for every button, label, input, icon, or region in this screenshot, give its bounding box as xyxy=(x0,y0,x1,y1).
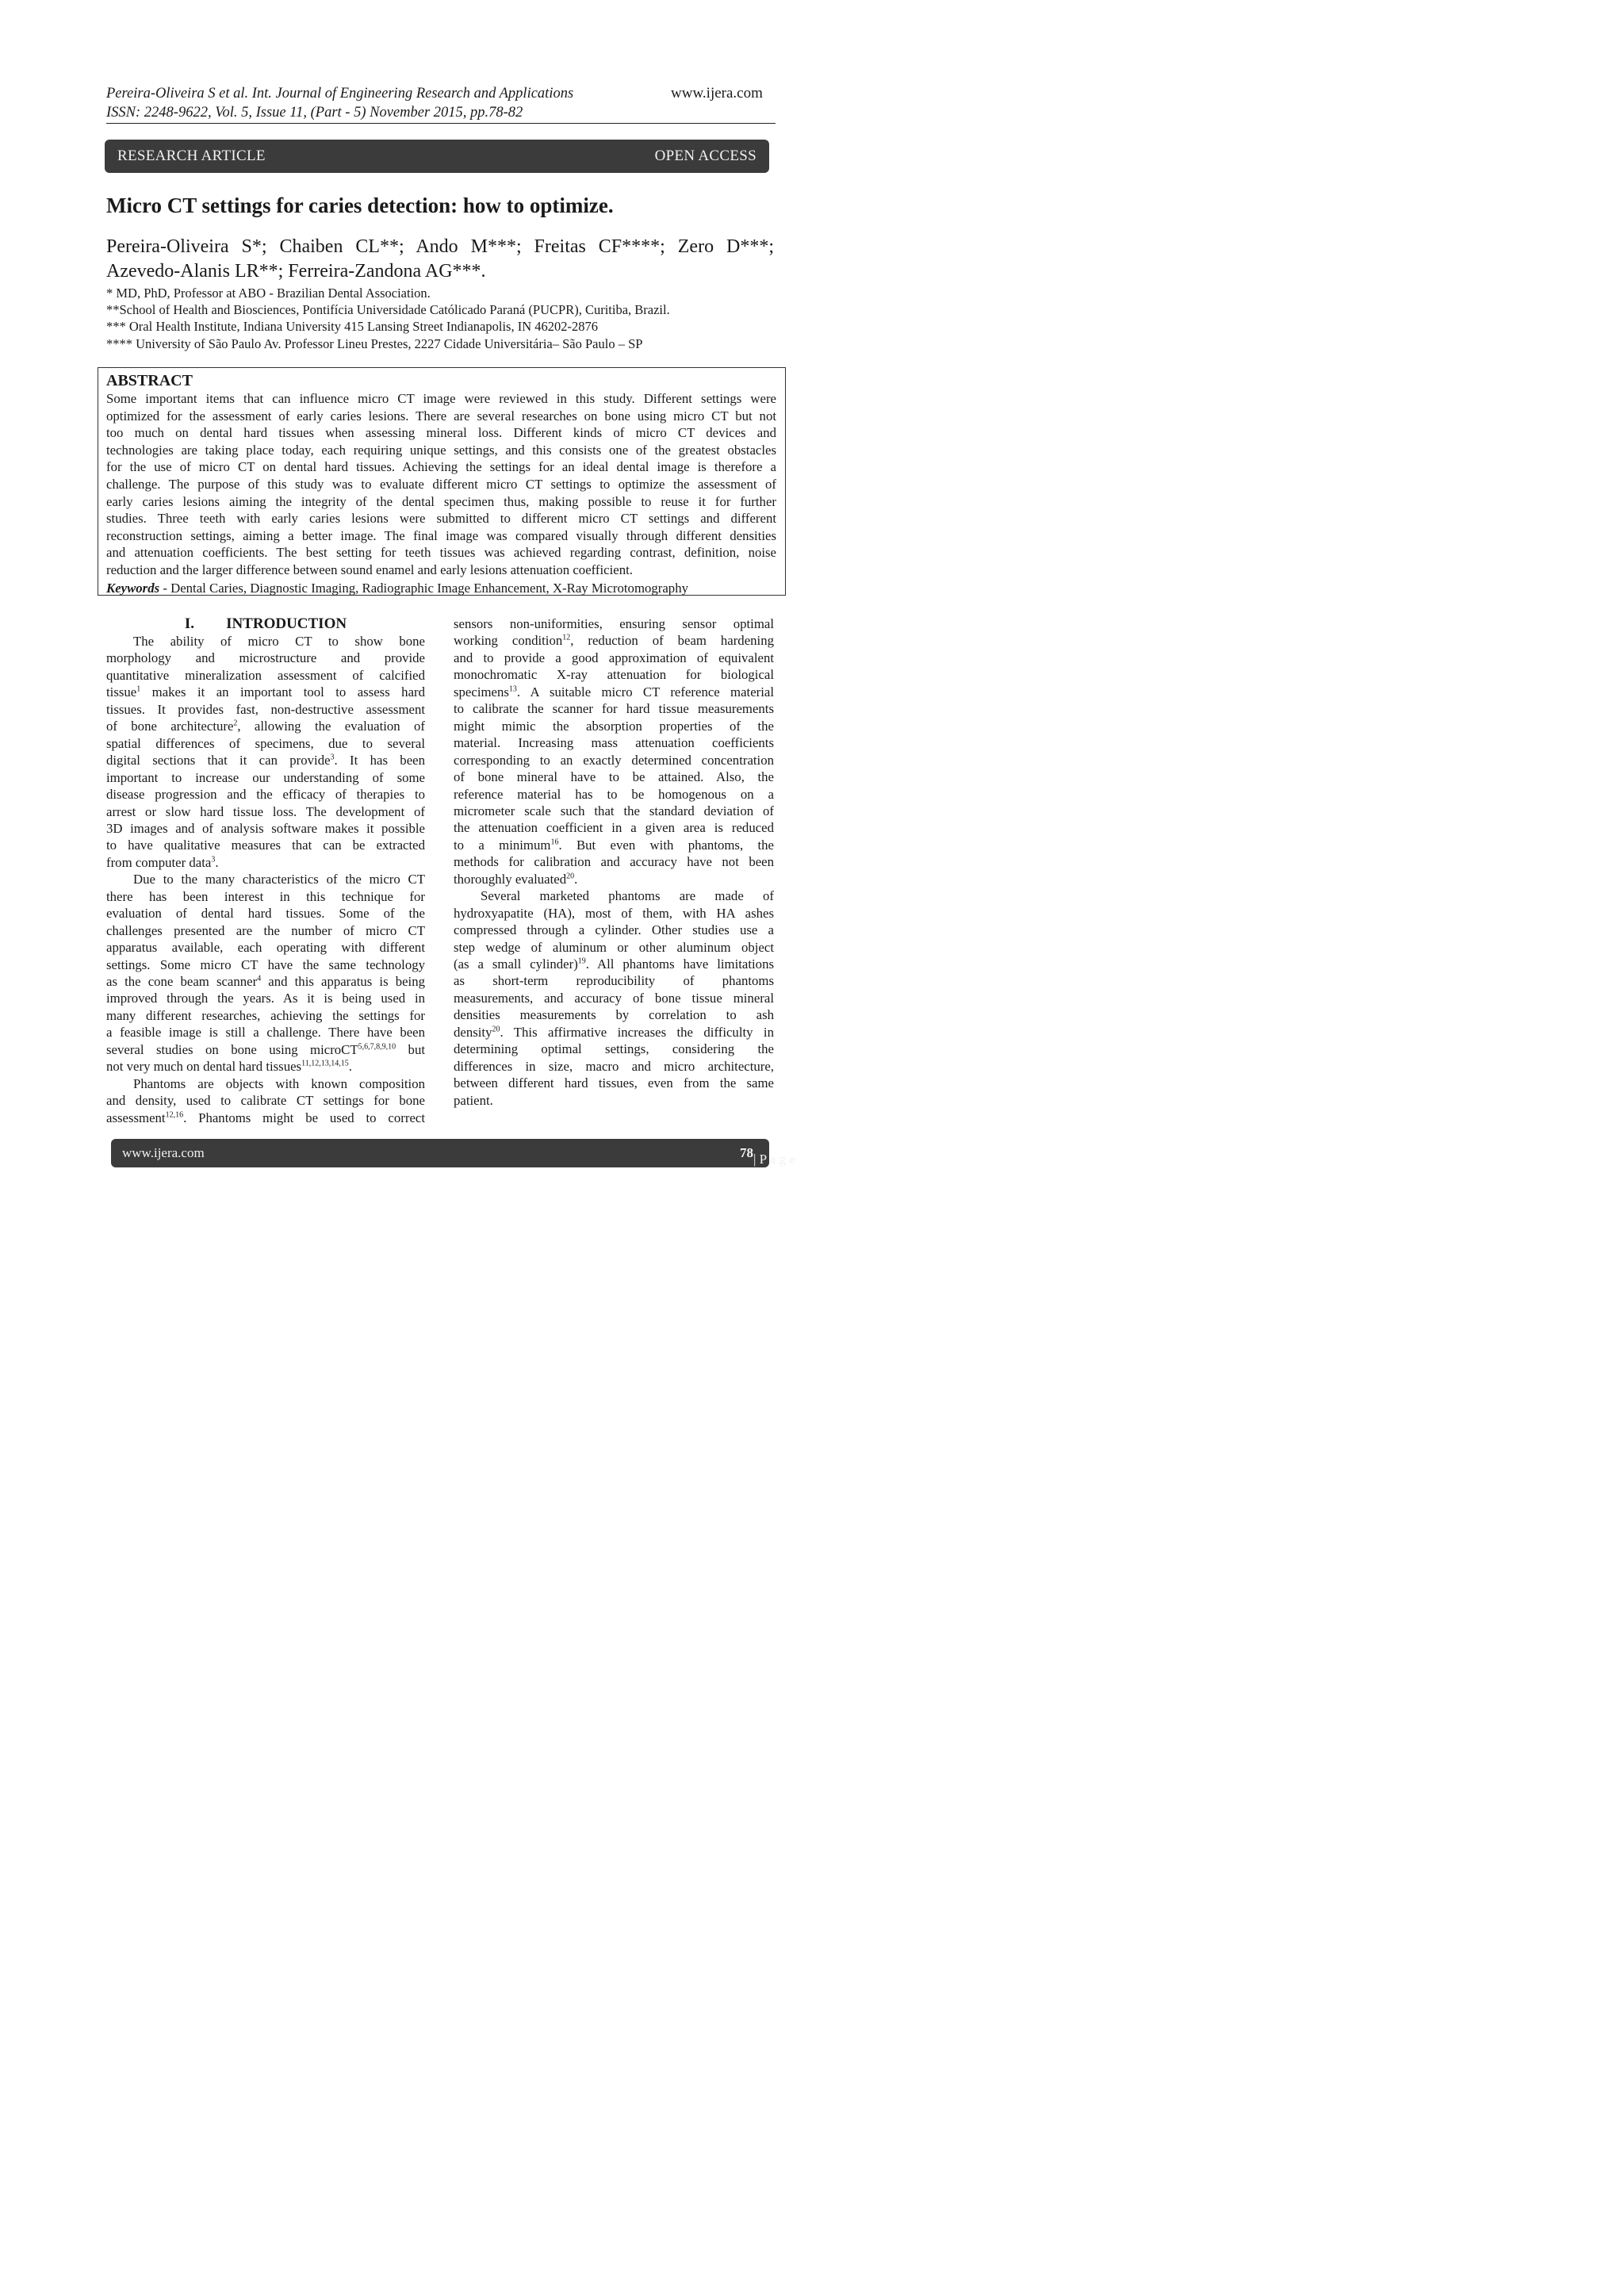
citation-superscript: 20 xyxy=(492,1025,500,1034)
page-number-label xyxy=(740,1145,795,1167)
line-text: of bone architecture xyxy=(106,719,234,734)
research-article-label: RESEARCH ARTICLE xyxy=(117,148,266,164)
line-text: , reduction of beam hardening xyxy=(570,633,774,649)
line-text: density xyxy=(454,1024,492,1040)
line-text: there has been interest in this technique for xyxy=(106,888,425,904)
line-text: . A suitable micro CT reference material xyxy=(516,684,774,700)
citation-superscript: 12,16 xyxy=(165,1110,184,1119)
line-text: a feasible image is still a challenge. There have been xyxy=(106,1025,425,1041)
line-text: the attenuation coefficient in a given area is reduced xyxy=(454,820,774,836)
citation-superscript: 1 xyxy=(136,684,141,694)
line-text: . It has been xyxy=(334,753,425,769)
line-text: Due to the many characteristics of the micro CT xyxy=(133,872,425,887)
abstract-line: and attenuation coefficients. The best setting for teeth tissues was achieved regarding contrast, definition, noise xyxy=(106,545,776,561)
line-text: and this apparatus is being xyxy=(261,974,425,989)
line-text: important to increase our understanding of some xyxy=(106,769,425,785)
citation-superscript: 12 xyxy=(562,633,571,642)
page-label: | P a g e xyxy=(753,1152,795,1167)
line-text: morphology and microstructure and provide xyxy=(106,650,425,666)
line-text: improved through the years. As it is being used in xyxy=(106,991,425,1006)
journal-citation-line1: Pereira-Oliveira S et al. Int. Journal of Engineering Research and Applications xyxy=(106,86,574,102)
page-footer xyxy=(111,1139,795,1167)
affiliation-3: *** Oral Health Institute, Indiana University 415 Lansing Street Indianapolis, IN 46202-2876 xyxy=(106,319,598,334)
line-text: material. Increasing mass attenuation coefficients xyxy=(454,735,774,751)
line-text: . xyxy=(348,1059,352,1075)
article-type-banner xyxy=(105,140,769,173)
line-text: and to provide a good approximation of equivalent xyxy=(454,650,774,665)
line-text: to a minimum xyxy=(454,837,551,853)
line-text: The ability of micro CT to show bone xyxy=(133,634,425,649)
line-text: assessment xyxy=(106,1110,166,1125)
line-text: not very much on dental hard tissues xyxy=(106,1059,302,1075)
section-number: I. xyxy=(184,615,195,632)
keywords-line xyxy=(106,580,688,596)
line-text: , allowing the evaluation of xyxy=(237,719,425,734)
line-text: micrometer scale such that the standard deviation of xyxy=(454,803,774,818)
line-text: challenges presented are the number of micro CT xyxy=(106,922,425,938)
abstract-heading: ABSTRACT xyxy=(106,372,193,389)
keywords-text: - Dental Caries, Diagnostic Imaging, Radiographic Image Enhancement, X-Ray Microtomography xyxy=(159,581,688,596)
line-text: thoroughly evaluated xyxy=(454,871,567,887)
citation-superscript: 13 xyxy=(508,684,517,694)
line-text: specimens xyxy=(454,684,509,700)
line-text: densities measurements by correlation to ash xyxy=(454,1007,774,1023)
line-text: of bone mineral have to be attained. Also, the xyxy=(454,769,774,785)
line-text: digital sections that it can provide xyxy=(106,753,331,769)
line-text: makes it an important tool to assess hard xyxy=(140,684,425,700)
open-access-label: OPEN ACCESS xyxy=(654,148,756,164)
line-text: compressed through a cylinder. Other studies use a xyxy=(454,922,774,938)
line-text: many different researches, achieving the settings for xyxy=(106,1007,425,1023)
header-rule xyxy=(106,123,776,124)
line-text: as the cone beam scanner xyxy=(106,974,258,989)
page-number: 78 xyxy=(740,1145,753,1160)
line-text: several studies on bone using microCT xyxy=(106,1041,358,1057)
line-text: corresponding to an exactly determined concentration xyxy=(454,752,774,768)
line-text: quantitative mineralization assessment of calcified xyxy=(106,667,425,683)
keywords-label: Keywords xyxy=(106,581,160,596)
line-text: tissues. It provides fast, non-destructive assessment xyxy=(106,701,425,717)
footer-website[interactable]: www.ijera.com xyxy=(122,1145,205,1160)
line-text: but xyxy=(396,1041,425,1057)
citation-superscript: 5,6,7,8,9,10 xyxy=(358,1042,396,1052)
body-text-line xyxy=(106,854,425,872)
line-text: and density, used to calibrate CT settings for bone xyxy=(106,1093,425,1109)
body-text-line xyxy=(106,1058,425,1075)
affiliation-1: * MD, PhD, Professor at ABO - Brazilian Dental Association. xyxy=(106,286,431,301)
line-text: Phantoms are objects with known composition xyxy=(133,1075,425,1091)
line-text: . This affirmative increases the difficulty in xyxy=(500,1024,774,1040)
affiliation-4: **** University of São Paulo Av. Professor Lineu Prestes, 2227 Cidade Universitária– São Paulo – SP xyxy=(106,336,643,351)
journal-citation-line2: ISSN: 2248-9622, Vol. 5, Issue 11, (Part - 5) November 2015, pp.78-82 xyxy=(106,105,523,121)
line-text: (as a small cylinder) xyxy=(454,956,578,972)
abstract-line: studies. Three teeth with early caries lesions were submitted to different micro CT settings and different xyxy=(106,511,776,527)
line-text: monochromatic X-ray attenuation for biological xyxy=(454,667,774,683)
section-title: INTRODUCTION xyxy=(226,615,347,632)
line-text: arrest or slow hard tissue loss. The development of xyxy=(106,803,425,819)
line-text: disease progression and the efficacy of therapies to xyxy=(106,787,425,803)
line-text: hydroxyapatite (HA), most of them, with HA ashes xyxy=(454,905,774,921)
line-text: . xyxy=(574,871,578,887)
abstract-line: early caries lesions aiming the integrity of the dental specimen thus, making possible to reuse it for further xyxy=(106,493,776,509)
section-heading-introduction xyxy=(106,615,425,633)
line-text: settings. Some micro CT have the same technology xyxy=(106,956,425,972)
citation-superscript: 3 xyxy=(330,753,335,762)
line-text: . xyxy=(215,854,219,870)
line-text: might mimic the absorption properties of the xyxy=(454,718,774,734)
line-text: differences in size, macro and micro architecture, xyxy=(454,1058,774,1074)
citation-superscript: 20 xyxy=(566,872,575,881)
line-text: determining optimal settings, considering the xyxy=(454,1041,774,1057)
line-text: evaluation of dental hard tissues. Some of the xyxy=(106,906,425,922)
citation-superscript: 11,12,13,14,15 xyxy=(301,1059,349,1068)
abstract-line: Some important items that can influence micro CT image were reviewed in this study. Different settings were xyxy=(106,391,776,406)
citation-superscript: 4 xyxy=(257,974,262,983)
line-text: measurements, and accuracy of bone tissue mineral xyxy=(454,990,774,1006)
abstract-line: reduction and the larger difference between sound enamel and early lesions attenuation coefficient. xyxy=(106,562,633,577)
line-text: reference material has to be homogenous on a xyxy=(454,786,774,802)
affiliation-2: **School of Health and Biosciences, Pontifícia Universidade Católicado Paraná (PUCPR), Curitiba, Brazil. xyxy=(106,302,670,317)
paper-title: Micro CT settings for caries detection: how to optimize. xyxy=(106,194,614,217)
citation-superscript: 19 xyxy=(577,956,586,966)
abstract-line: optimized for the assessment of early caries lesions. There are several researches on bone using micro CT but not xyxy=(106,408,776,424)
author-list: Pereira-Oliveira S*; Chaiben CL**; Ando M***; Freitas CF****; Zero D***; Azevedo-Alanis LR**; Ferreira-Zandona AG***. xyxy=(106,236,774,282)
abstract-line: too much on dental hard tissues when assessing mineral loss. Different kinds of micro CT devices and xyxy=(106,425,776,441)
line-text: patient. xyxy=(454,1092,493,1108)
line-text: to have qualitative measures that can be extracted xyxy=(106,838,425,853)
citation-superscript: 16 xyxy=(550,838,559,847)
line-text: tissue xyxy=(106,684,137,700)
line-text: to calibrate the scanner for hard tissue measurements xyxy=(454,701,774,717)
body-text-line xyxy=(454,1092,774,1110)
abstract-line: for the use of micro CT on dental hard tissues. Achieving the settings for an ideal dental image is therefore a xyxy=(106,459,776,475)
line-text: as short-term reproducibility of phantoms xyxy=(454,973,774,989)
line-text: apparatus available, each operating with different xyxy=(106,940,425,956)
journal-website[interactable]: www.ijera.com xyxy=(671,85,763,102)
abstract-line: challenge. The purpose of this study was to evaluate different micro CT settings to optimize the assessment of xyxy=(106,477,776,492)
line-text: working condition xyxy=(454,633,563,649)
line-text: step wedge of aluminum or other aluminum object xyxy=(454,939,774,955)
line-text: 3D images and of analysis software makes it possible xyxy=(106,820,425,836)
abstract-line: technologies are taking place today, each requiring unique settings, and this consists one of the greatest obstacles xyxy=(106,442,776,458)
line-text: from computer data xyxy=(106,854,212,870)
line-text: . All phantoms have limitations xyxy=(585,956,774,972)
line-text: . Phantoms might be used to correct xyxy=(183,1110,425,1125)
line-text: . But even with phantoms, the xyxy=(558,837,774,853)
abstract-line: reconstruction settings, aiming a better image. The final image was compared visually through different densities xyxy=(106,527,776,543)
line-text: methods for calibration and accuracy have not been xyxy=(454,854,774,870)
citation-superscript: 2 xyxy=(233,719,238,728)
body-text-line xyxy=(454,871,774,888)
citation-superscript: 3 xyxy=(211,855,216,864)
line-text: spatial differences of specimens, due to several xyxy=(106,735,425,751)
line-text: Several marketed phantoms are made of xyxy=(481,888,774,904)
line-text: sensors non-uniformities, ensuring sensor optimal xyxy=(454,616,774,631)
line-text: between different hard tissues, even from the same xyxy=(454,1075,774,1091)
